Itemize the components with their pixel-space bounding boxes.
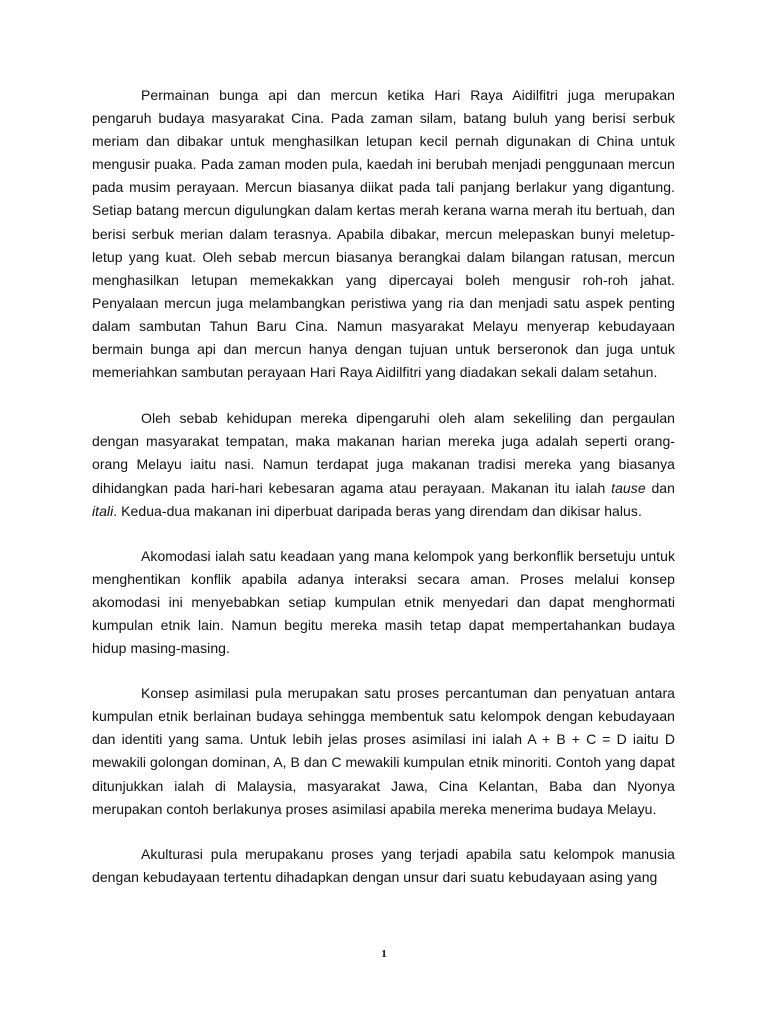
paragraph-assimilation: Konsep asimilasi pula merupakan satu proses percantuman dan penyatuan antara kumpulan etnik berlainan budaya sehingga membentuk satu kelompok dengan kebudayaan dan identiti yang sama. Untuk lebih jelas proses asimilasi ini ialah A + B + C = D iaitu D mewakili golongan dominan, A, B dan C mewakili kumpulan etnik minoriti. Contoh yang dapat ditunjukkan ialah di Malaysia, masyarakat Jawa, Cina Kelantan, Baba dan Nyonya merupakan contoh berlakunya proses asimilasi apabila mereka menerima budaya Melayu. bbox=[92, 685, 675, 817]
body-text bbox=[92, 84, 675, 889]
paragraph-food-text-1: Oleh sebab kehidupan mereka dipengaruhi oleh alam sekeliling dan pergaulan dengan masyarakat tempatan, maka makanan harian mereka juga adalah seperti orang-orang Melayu iaitu nasi. Namun terdapat juga makanan tradisi mereka yang biasanya dihidangkan pada hari-hari kebesaran agama atau perayaan. Makanan itu ialah bbox=[92, 410, 675, 496]
food-name-tause: tause bbox=[611, 479, 646, 496]
paragraph-food-text-3: . Kedua-dua makanan ini diperbuat daripada beras yang direndam dan dikisar halus. bbox=[113, 502, 642, 519]
paragraph-accommodation: Akomodasi ialah satu keadaan yang mana kelompok yang berkonflik bersetuju untuk menghentikan konflik apabila adanya interaksi secara aman. Proses melalui konsep akomodasi ini menyebabkan setiap kumpulan etnik menyedari dan dapat menghormati kumpulan etnik lain. Namun begitu mereka masih tetap dapat mempertahankan budaya hidup masing-masing. bbox=[92, 547, 675, 657]
paragraph-gap bbox=[92, 384, 675, 407]
paragraph-food bbox=[92, 407, 675, 522]
food-name-itali: itali bbox=[92, 502, 114, 519]
paragraph-acculturation: Akulturasi pula merupakanu proses yang terjadi apabila satu kelompok manusia dengan kebudayaan tertentu dihadapkan dengan unsur dari suatu kebudayaan asing yang bbox=[92, 845, 675, 885]
paragraph-food-text-2: dan bbox=[645, 479, 675, 496]
page-number: 1 bbox=[381, 948, 387, 960]
paragraph-fireworks: Permainan bunga api dan mercun ketika Hari Raya Aidilfitri juga merupakan pengaruh budaya masyarakat Cina. Pada zaman silam, batang buluh yang berisi serbuk meriam dan dibakar untuk menghasilkan letupan kecil pernah digunakan di China untuk mengusir puaka. Pada zaman moden pula, kaedah ini berubah menjadi penggunaan mercun pada musim perayaan. Mercun biasanya diikat pada tali panjang berlakur yang digantung. Setiap batang mercun digulungkan dalam kertas merah kerana warna merah itu bertuah, dan berisi serbuk merian dalam terasnya. Apabila dibakar, mercun melepaskan bunyi meletup-letup yang kuat. Oleh sebab mercun biasanya berangkai dalam bilangan ratusan, mercun menghasilkan letupan memekakkan yang dipercayai boleh mengusir roh-roh jahat. Penyalaan mercun juga melambangkan peristiwa yang ria dan menjadi satu aspek penting dalam sambutan Tahun Baru Cina. Namun masyarakat Melayu menyerap kebudayaan bermain bunga api dan mercun hanya dengan tujuan untuk berseronok dan juga untuk memeriahkan sambutan perayaan Hari Raya Aidilfitri yang diadakan sekali dalam setahun. bbox=[92, 87, 675, 381]
